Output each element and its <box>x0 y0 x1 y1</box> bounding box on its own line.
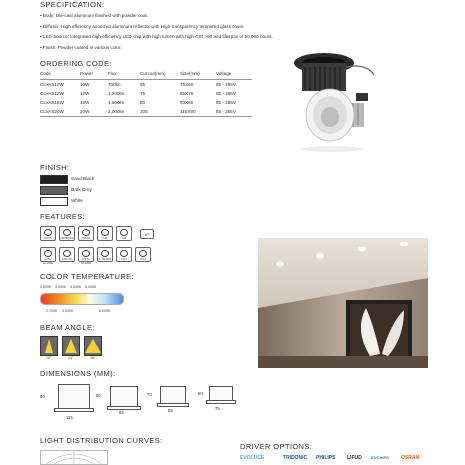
dimension-flange <box>107 406 141 410</box>
brand-evoluce-logo: EVOLUCE <box>240 455 265 461</box>
cell: 93X80 <box>180 100 194 105</box>
finish-title: FINISH: <box>40 163 70 172</box>
spec-title: SPECIFICATION: <box>40 0 105 9</box>
table-row <box>40 80 252 90</box>
product-photo <box>282 45 392 155</box>
cell: 75X60 <box>180 82 194 87</box>
cell: 1,500lm <box>108 100 125 105</box>
cell: 85 - 265V <box>216 91 236 96</box>
dim-height: 80 <box>96 393 101 398</box>
brand-osram-logo: OSRAM <box>401 455 420 461</box>
cell: 80 <box>140 100 146 105</box>
finish-label: Sand Black <box>71 176 95 181</box>
beam-angle-36 <box>84 336 102 356</box>
cell: CLVAS20W <box>40 107 80 117</box>
ce-icon <box>101 229 109 236</box>
cell: 85 - 265V <box>216 100 236 105</box>
col-header: Code <box>40 68 80 80</box>
feature-badge: IP <box>140 229 154 239</box>
dim-height: 70 <box>147 392 152 397</box>
brand-tridonic-logo: TRIDONIC <box>283 455 308 461</box>
dimensions-title: DIMENSIONS (MM): <box>40 369 116 378</box>
finish-sand-black <box>40 175 160 183</box>
ct-top-tick: 5,000K <box>85 285 97 289</box>
cb-icon <box>120 229 128 236</box>
feature-badge: CE <box>97 226 113 241</box>
beam-angle-label: 15° <box>46 356 52 360</box>
color-swatch <box>40 175 68 184</box>
feature-badge: TUV <box>116 247 132 262</box>
table-header-row <box>40 68 252 80</box>
table-row <box>40 107 252 117</box>
col-header: Flux <box>108 68 140 80</box>
tuv-icon <box>120 250 128 257</box>
dim-width: 115 <box>66 415 73 420</box>
color-temperature-bar <box>40 293 124 305</box>
cell: 115X90 <box>180 107 216 117</box>
col-header: Power <box>80 68 108 80</box>
col-header: Voltage <box>216 68 252 80</box>
dimension-drawing <box>110 386 138 408</box>
dim-width: 93 <box>119 410 124 415</box>
cell: 85 - 265V <box>216 82 236 87</box>
cell: 65 <box>140 82 146 87</box>
feature-badge: CB <box>116 226 132 241</box>
dim-height: 60 <box>198 391 203 396</box>
ct-bottom-tick: 3,000K <box>62 309 74 313</box>
brand-lifud-logo: LIFUD <box>347 455 362 461</box>
brand-philips-logo: PHILIPS <box>316 455 336 461</box>
cell: 85X70 <box>180 91 194 96</box>
color-swatch <box>40 186 68 195</box>
dimension-flange <box>54 408 94 412</box>
ordering-code-table <box>40 68 252 117</box>
beam-angle-label: 24° <box>68 356 74 360</box>
feature-badge: IP44 <box>135 247 151 262</box>
light-distribution-title: LIGHT DISTRIBUTION CURVES: <box>40 436 163 445</box>
cell: 10W <box>80 82 90 87</box>
ip-rating-icon <box>139 250 147 257</box>
ordering-code-title: ORDERING CODE: <box>40 59 112 68</box>
cell: 85 - 265V <box>216 107 252 117</box>
color-temp-title: COLOR TEMPERATURE: <box>40 272 135 281</box>
cell: CLVAS10W <box>40 82 64 87</box>
dimension-drawing <box>58 384 90 410</box>
finish-white <box>40 197 160 205</box>
feature-badge: TRIAC <box>78 226 94 241</box>
dimming-icon <box>63 229 71 236</box>
cell: 75 <box>140 91 146 96</box>
feature-badge: ANTI-GLARE <box>78 247 94 262</box>
brand-euchips-logo: EUCHIPS <box>371 455 389 460</box>
dim-height: 90 <box>40 394 45 399</box>
dim-width: 85 <box>168 408 173 413</box>
ct-top-tick: 4,000K <box>70 285 82 289</box>
spec-line: • LED Source: Integrated high-efficiency LED chip with high lumen with high CRI >90 and lifespan of 50,000 hours. <box>40 34 273 39</box>
dim-width: 75 <box>215 406 220 411</box>
table-row <box>40 89 252 98</box>
finish-dark-grey <box>40 186 160 194</box>
col-header: Size(mm) <box>180 68 216 80</box>
low-glare-icon <box>44 250 52 257</box>
anti-glare-icon <box>82 250 90 257</box>
spec-line: • Finish: Powder coated in various color. <box>40 44 122 50</box>
cell: CLVAS12W <box>40 91 64 96</box>
ct-bottom-tick: 2,700K <box>46 309 58 313</box>
ct-bottom-tick: 6,000K <box>99 309 111 313</box>
col-header: Cut out(mm) <box>140 68 180 80</box>
triac-icon <box>82 229 90 236</box>
table-row <box>40 98 252 107</box>
feature-badge: ICON <box>40 226 56 241</box>
beam-angle-15 <box>40 336 58 356</box>
spec-line: • Body: Die-cast aluminum finished with powder coat. <box>40 13 149 18</box>
beam-angle-label: 36° <box>90 356 96 360</box>
dimension-flange <box>206 400 236 404</box>
beam-angle-title: BEAM ANGLE: <box>40 323 95 332</box>
ct-top-tick: 3,000K <box>55 285 67 289</box>
cell: 105 <box>140 107 180 117</box>
driver-options-title: DRIVER OPTIONS: <box>240 442 313 451</box>
color-swatch <box>40 197 68 206</box>
cri-icon <box>63 250 71 257</box>
warranty-icon <box>101 250 109 257</box>
spec-line: • Diffuser: High efficiency anodized aluminum reflector with High-transparency tempered glass cover. <box>40 23 245 29</box>
beam-angle-24 <box>62 336 80 356</box>
dimension-flange <box>157 403 189 407</box>
feature-badge: LOW GLARE <box>40 247 56 262</box>
feature-badge: 5 YEARS <box>97 247 113 262</box>
cell: CLVAS15W <box>40 100 64 105</box>
cell: 700lm <box>108 82 121 87</box>
cell: 20W <box>80 107 108 117</box>
cell: 12W <box>80 91 90 96</box>
ct-top-tick: 2,000K <box>40 285 52 289</box>
polar-distribution-chart <box>40 450 108 465</box>
lamp-icon <box>44 229 52 236</box>
cell: 1,200lm <box>108 91 125 96</box>
feature-badge: CRI>90 <box>59 247 75 262</box>
features-title: FEATURES: <box>40 212 86 221</box>
finish-label: Dark Grey <box>71 187 92 192</box>
cell: 15W <box>80 100 90 105</box>
finish-label: White <box>71 198 83 203</box>
cell: 2,000lm <box>108 107 140 117</box>
interior-photo <box>258 238 428 368</box>
feature-badge: DIMMING <box>59 226 75 241</box>
